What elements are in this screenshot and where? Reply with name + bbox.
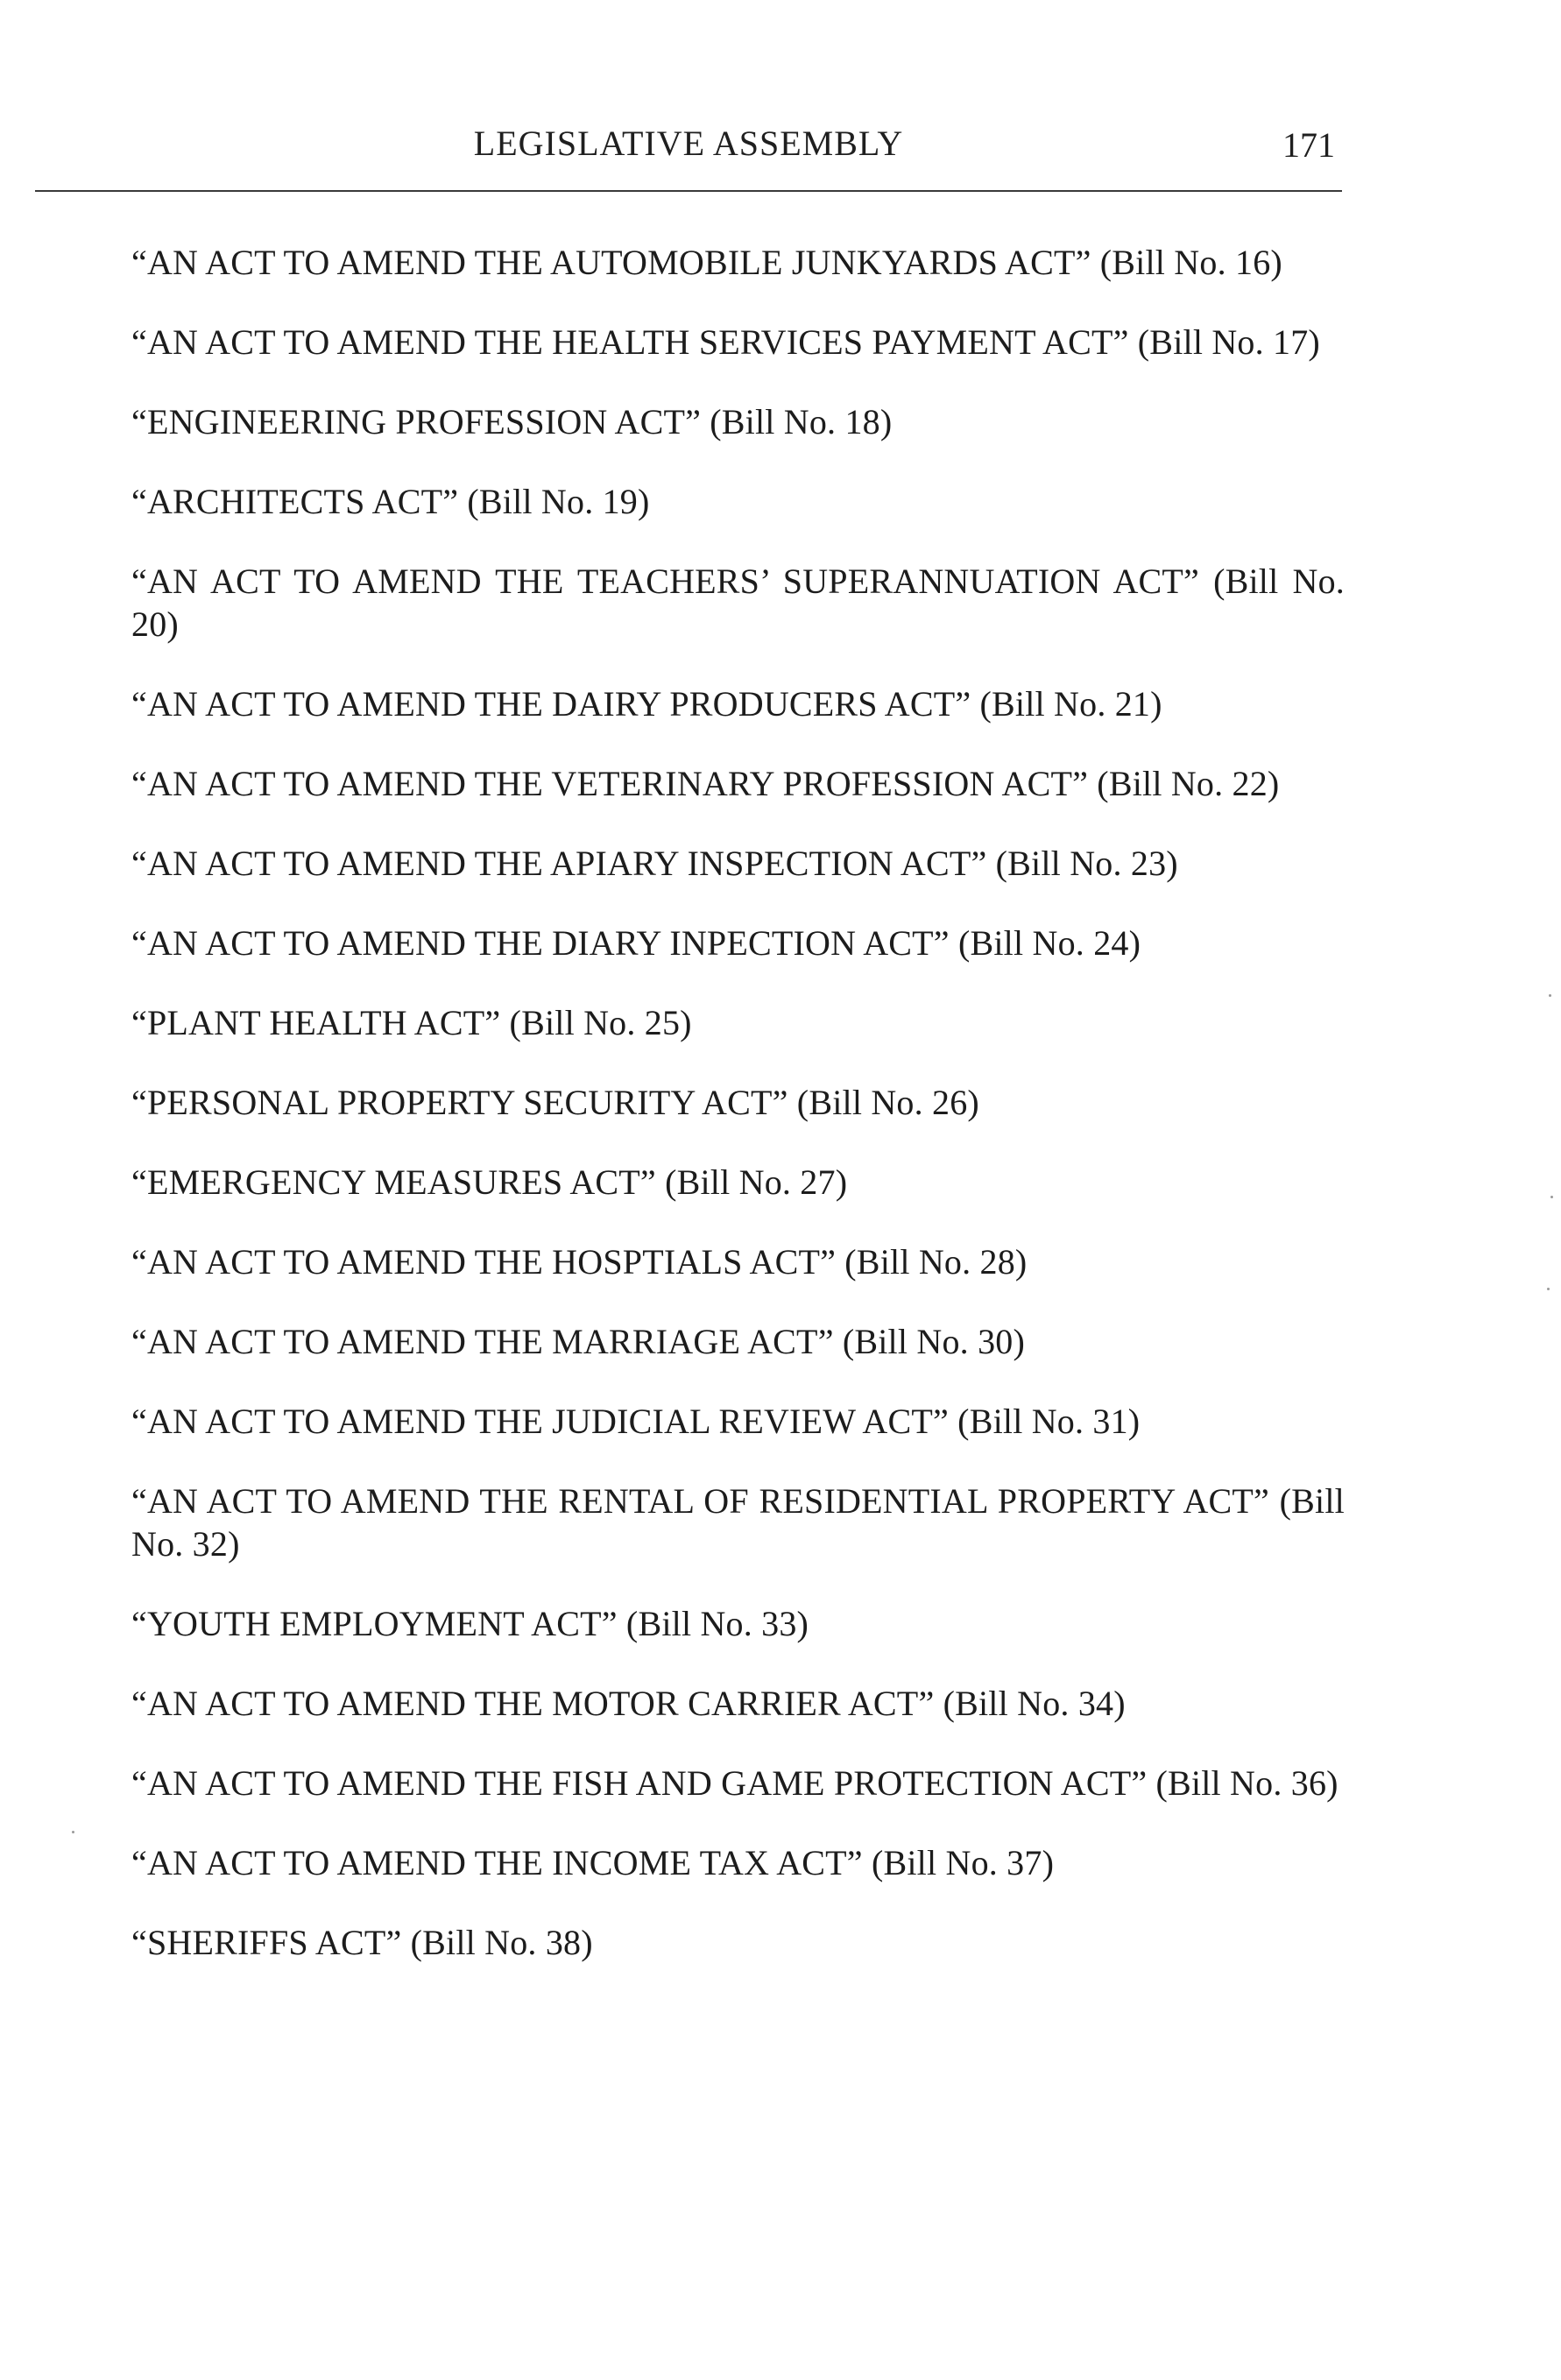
scan-speck (72, 1831, 74, 1833)
bill-item: “AN ACT TO AMEND THE TEACHERS’ SUPERANNUATION ACT” (Bill No. 20) (131, 561, 1345, 644)
bill-item: “PERSONAL PROPERTY SECURITY ACT” (Bill No. 26) (131, 1083, 979, 1122)
bill-item: “AN ACT TO AMEND THE APIARY INSPECTION ACT” (Bill No. 23) (131, 844, 1178, 883)
scan-speck (1549, 994, 1551, 997)
bill-item: “ARCHITECTS ACT” (Bill No. 19) (131, 482, 650, 521)
bill-item: “AN ACT TO AMEND THE VETERINARY PROFESSION ACT” (Bill No. 22) (131, 764, 1280, 803)
bill-item: “AN ACT TO AMEND THE MARRIAGE ACT” (Bill No. 30) (131, 1322, 1025, 1361)
bill-item: “AN ACT TO AMEND THE DAIRY PRODUCERS ACT” (Bill No. 21) (131, 684, 1162, 724)
bill-item: “YOUTH EMPLOYMENT ACT” (Bill No. 33) (131, 1604, 809, 1643)
bill-item: “AN ACT TO AMEND THE MOTOR CARRIER ACT” (Bill No. 34) (131, 1684, 1126, 1723)
bill-item: “AN ACT TO AMEND THE FISH AND GAME PROTECTION ACT” (Bill No. 36) (131, 1763, 1339, 1803)
scan-speck (1550, 1196, 1553, 1198)
page-number: 171 (1282, 125, 1335, 165)
bill-item: “AN ACT TO AMEND THE INCOME TAX ACT” (Bill No. 37) (131, 1843, 1055, 1882)
bill-item: “AN ACT TO AMEND THE HOSPTIALS ACT” (Bill No. 28) (131, 1242, 1028, 1282)
running-title: LEGISLATIVE ASSEMBLY (473, 124, 904, 163)
bill-item: “ENGINEERING PROFESSION ACT” (Bill No. 18) (131, 402, 893, 441)
bill-item: “SHERIFFS ACT” (Bill No. 38) (131, 1923, 593, 1962)
header-rule (35, 190, 1342, 192)
bill-item: “AN ACT TO AMEND THE JUDICIAL REVIEW ACT” (Bill No. 31) (131, 1402, 1141, 1441)
scan-speck (1547, 1288, 1550, 1290)
bill-item: “PLANT HEALTH ACT” (Bill No. 25) (131, 1003, 692, 1042)
bill-item: “AN ACT TO AMEND THE HEALTH SERVICES PAYMENT ACT” (Bill No. 17) (131, 322, 1320, 362)
bill-item: “AN ACT TO AMEND THE AUTOMOBILE JUNKYARDS ACT” (Bill No. 16) (131, 243, 1282, 282)
running-header (35, 103, 1342, 191)
bill-item: “EMERGENCY MEASURES ACT” (Bill No. 27) (131, 1162, 848, 1202)
bill-item: “AN ACT TO AMEND THE RENTAL OF RESIDENTIAL PROPERTY ACT” (Bill No. 32) (131, 1481, 1345, 1564)
bill-list (131, 241, 1345, 2001)
bill-item: “AN ACT TO AMEND THE DIARY INPECTION ACT” (Bill No. 24) (131, 923, 1141, 963)
